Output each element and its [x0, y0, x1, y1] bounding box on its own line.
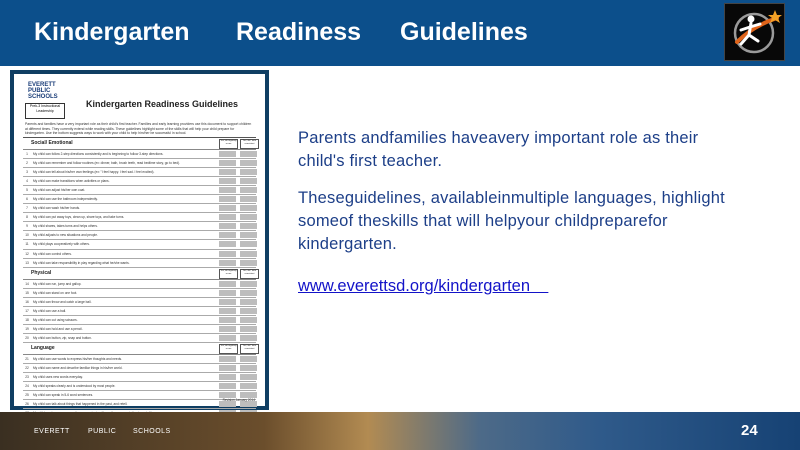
row-number: 26 — [25, 402, 29, 407]
checklist-row — [23, 316, 256, 325]
row-text: My child can cut using scissors. — [33, 317, 78, 322]
row-text: My child can throw and catch a large ball. — [33, 299, 92, 304]
row-number: 10 — [25, 233, 29, 238]
guidelines-document-thumbnail — [14, 74, 265, 406]
checklist-row — [23, 195, 256, 204]
row-number: 19 — [25, 326, 29, 331]
checklist-row — [23, 222, 256, 231]
checklist-row — [23, 186, 256, 195]
check-box — [219, 160, 236, 166]
check-box — [240, 365, 257, 371]
check-box — [240, 205, 257, 211]
checklist-row — [23, 298, 256, 307]
column-header: Yes, do regularly or me — [219, 269, 238, 279]
row-number: 12 — [25, 251, 29, 256]
check-box — [240, 178, 257, 184]
row-text: My child can follow 2-step directions consistently and is beginning to follow 3-step directions. — [33, 152, 164, 156]
row-text: My child can tell about his/her own feelings (ex: "I feel happy. I feel sad. I feel excited). — [33, 170, 155, 175]
section-title: Physical — [31, 269, 52, 276]
row-text: My child can speak in 5-6 word sentences. — [33, 393, 94, 398]
check-box — [219, 317, 236, 323]
check-box — [240, 356, 257, 362]
row-number: 9 — [26, 224, 28, 229]
row-number: 24 — [25, 384, 29, 389]
check-box — [240, 290, 257, 296]
check-box — [219, 260, 236, 266]
check-box — [219, 290, 236, 296]
checklist-row — [23, 231, 256, 240]
section-title: Language — [31, 344, 55, 351]
row-number: 17 — [25, 308, 29, 313]
check-box — [240, 401, 257, 407]
column-header: Yes, do I here consistent — [240, 344, 259, 354]
row-text: My child can use the bathroom independently. — [33, 197, 98, 202]
check-box — [240, 308, 257, 314]
check-box — [240, 383, 257, 389]
check-box — [240, 374, 257, 380]
title-word-readiness: Readiness — [236, 18, 362, 46]
row-number: 2 — [26, 161, 28, 166]
row-number: 1 — [26, 152, 28, 156]
row-text: My child can use words to express his/her thoughts and needs. — [33, 356, 122, 361]
row-text: My child can button, zip, snap and button. — [33, 335, 92, 340]
check-box — [219, 214, 236, 220]
kindergarten-link[interactable]: www.everettsd.org/kindergarten — [298, 277, 549, 295]
row-text: My child can remember and follow routines (ex: dinner, bath, brush teeth, read bedtime story, go to bed). — [33, 161, 180, 166]
row-number: 7 — [26, 206, 28, 211]
checklist-row — [23, 280, 256, 289]
check-box — [240, 223, 257, 229]
checklist-row — [23, 240, 256, 249]
page-number: 24 — [741, 422, 758, 439]
paragraph-guidelines: Theseguidelines, availableinmultiple languages, highlight someof theskills that will helpyour childpreparefor kindergarten. — [298, 189, 725, 253]
row-text: My child adjusts to new situations and people. — [33, 233, 98, 238]
checklist-table — [23, 137, 256, 418]
check-box — [219, 241, 236, 247]
checklist-row — [23, 382, 256, 391]
brand-line: EVERETT — [28, 82, 56, 88]
checklist-row — [23, 168, 256, 177]
checklist-row — [23, 355, 256, 364]
check-box — [219, 251, 236, 257]
row-text: My child can control others. — [33, 251, 72, 256]
check-box — [219, 308, 236, 314]
document-intro: Parents and families have a very important role as their child's first teacher. Families and early learning providers use this document to support children at different times. They currently extend while reading skills. These guidelines highlight some of the skills that will help your child prepare for kindergarten. Use the bottom suggests ways to work with your child to help him/her be successful in school. — [25, 122, 252, 135]
row-text: My child plays cooperatively with others. — [33, 242, 90, 247]
document-title: Kindergarten Readiness Guidelines — [86, 99, 239, 109]
row-number: 13 — [25, 260, 29, 265]
check-box — [240, 281, 257, 287]
row-text: My child can run, jump and gallop. — [33, 281, 82, 286]
checklist-section-header — [23, 268, 256, 280]
footer-word: EVERETT — [34, 428, 70, 435]
row-number: 23 — [25, 375, 29, 380]
check-box — [240, 214, 257, 220]
check-box — [219, 299, 236, 305]
check-box — [219, 335, 236, 341]
check-box — [219, 205, 236, 211]
footer-bar — [0, 412, 800, 450]
brand-line: PUBLIC — [28, 88, 51, 94]
checklist-row — [23, 307, 256, 316]
row-text: My child shares, takes turns and helps others. — [33, 224, 98, 229]
check-box — [219, 326, 236, 332]
check-box — [219, 356, 236, 362]
document-revision: Revision January 2014 — [222, 398, 255, 402]
row-text: My child can name and describe familiar things in his/her world. — [33, 365, 123, 370]
check-box — [219, 187, 236, 193]
row-number: 20 — [25, 335, 29, 340]
row-number: 25 — [25, 393, 29, 398]
checklist-row — [23, 159, 256, 168]
check-box — [219, 151, 236, 157]
row-number: 14 — [25, 281, 29, 286]
row-number: 16 — [25, 299, 29, 304]
brand-line: SCHOOLS — [28, 94, 58, 100]
row-text: My child can talk about things that happened in the past, and retell. — [33, 402, 128, 407]
footer-word: SCHOOLS — [133, 428, 171, 435]
check-box — [240, 241, 257, 247]
check-box — [240, 151, 257, 157]
check-box — [240, 326, 257, 332]
check-box — [219, 281, 236, 287]
checklist-row — [23, 177, 256, 186]
row-text: My child can adjust his/her own coat. — [33, 188, 86, 193]
runner-with-star-logo-icon — [724, 3, 785, 61]
row-text: My child can stand on one foot. — [33, 290, 78, 295]
check-box — [219, 383, 236, 389]
row-number: 21 — [25, 356, 29, 361]
row-number: 8 — [26, 215, 28, 220]
check-box — [240, 335, 257, 341]
title-bar — [0, 0, 800, 66]
checklist-row — [23, 259, 256, 268]
column-header: Yes, do I here consistent — [240, 139, 259, 149]
checklist-row — [23, 204, 256, 213]
check-box — [219, 232, 236, 238]
checklist-row — [23, 334, 256, 343]
check-box — [219, 374, 236, 380]
check-box — [240, 299, 257, 305]
row-text: My child can put away toys, clean up, share toys, and take turns. — [33, 215, 125, 220]
check-box — [240, 169, 257, 175]
check-box — [219, 401, 236, 407]
row-number: 15 — [25, 290, 29, 295]
checklist-row — [23, 364, 256, 373]
row-text: My child can make transitions when activities or plans. — [33, 179, 110, 184]
checklist-row — [23, 150, 256, 159]
check-box — [240, 196, 257, 202]
document-brand — [28, 82, 58, 100]
title-word-kindergarten: Kindergarten — [34, 18, 190, 46]
check-box — [219, 169, 236, 175]
checklist-section-header — [23, 343, 256, 355]
row-number: 22 — [25, 365, 29, 370]
checklist-section-header — [23, 138, 256, 150]
check-box — [240, 317, 257, 323]
row-text: My child can wash his/her hands. — [33, 206, 80, 211]
row-text: My child can take responsibility in play regarding what he/she wants. — [33, 260, 130, 265]
check-box — [219, 178, 236, 184]
row-number: 6 — [26, 197, 28, 202]
row-text: My child can use a ball. — [33, 308, 67, 313]
footer-word: PUBLIC — [88, 428, 117, 435]
row-text: My child uses new words everyday. — [33, 375, 83, 380]
document-sticker: Prek-3 Instructional Leadership — [25, 103, 65, 119]
checklist-row — [23, 289, 256, 298]
check-box — [219, 365, 236, 371]
checklist-row — [23, 250, 256, 259]
check-box — [240, 187, 257, 193]
checklist-row — [23, 373, 256, 382]
column-header: Yes, do regularly or me — [219, 139, 238, 149]
row-number: 18 — [25, 317, 29, 322]
check-box — [240, 160, 257, 166]
checklist-row — [23, 325, 256, 334]
checklist-row — [23, 400, 256, 409]
checklist-row — [23, 391, 256, 400]
row-text: My child can hold and use a pencil. — [33, 326, 83, 331]
column-header: Yes, do I here consistent — [240, 269, 259, 279]
row-number: 5 — [26, 188, 28, 193]
row-number: 4 — [26, 179, 28, 184]
checklist-row — [23, 213, 256, 222]
row-number: 11 — [25, 242, 29, 247]
row-number: 3 — [26, 170, 28, 175]
check-box — [219, 223, 236, 229]
row-text: My child speaks clearly and is understood by most people. — [33, 384, 116, 389]
paragraph-parents-role: Parents andfamilies haveavery important role as their child's first teacher. — [298, 129, 699, 170]
check-box — [240, 260, 257, 266]
section-title: Social/ Emotional — [31, 140, 73, 146]
check-box — [240, 251, 257, 257]
check-box — [240, 232, 257, 238]
column-header: Yes, do regularly or me — [219, 344, 238, 354]
title-word-guidelines: Guidelines — [400, 18, 528, 46]
check-box — [219, 196, 236, 202]
